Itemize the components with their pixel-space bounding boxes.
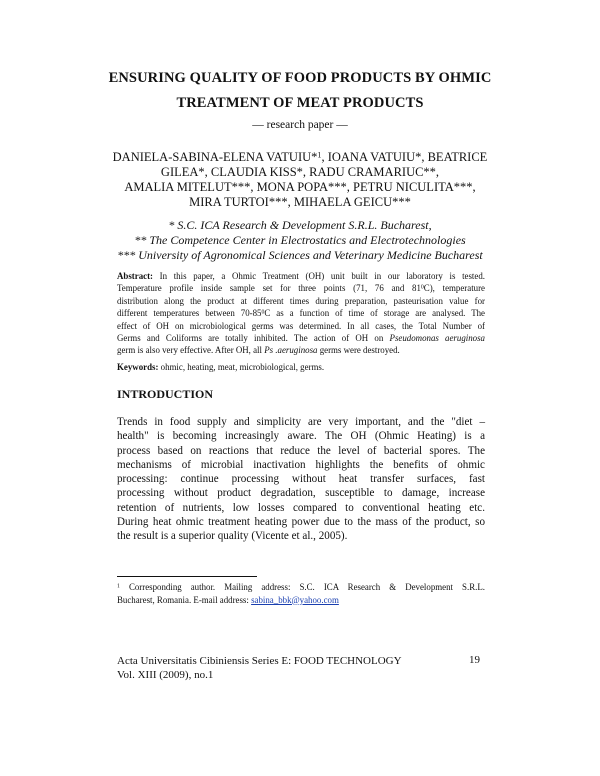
- affiliation-2: ** The Competence Center in Electrostatics and Electrotechnologies: [134, 233, 466, 247]
- abstract-line: Abstract: In this paper, a Ohmic Treatment (OH) unit built in our laboratory is tested.: [117, 271, 485, 281]
- abstract-line: germ is also very effective. After OH, all Ps .aeruginosa germs were destroyed.: [117, 345, 400, 356]
- affiliation-3: *** University of Agronomical Sciences and Veterinary Medicine Bucharest: [117, 248, 483, 262]
- author-line-3: AMALIA MITELUT***, MONA POPA***, PETRU NICULITA***,: [124, 180, 476, 194]
- intro-line: processing: continue processing without heat transfer surfaces, fast: [117, 473, 485, 486]
- paper-title-line-2: TREATMENT OF MEAT PRODUCTS: [176, 95, 424, 111]
- paper-type: — research paper —: [252, 119, 348, 131]
- footnote: [117, 581, 485, 606]
- abstract-line: different temperatures between $70-85^0C$ as a function of time of storage are analysed. The: [117, 308, 485, 319]
- author-line-2: GILEA*, CLAUDIA KISS*, RADU CRAMARIUC**,: [160, 165, 440, 179]
- affiliations: [60, 218, 540, 263]
- journal-volume: Vol. XIII (2009), no.1: [117, 669, 214, 681]
- footnote-marker: 1: [117, 583, 120, 590]
- author-list: [60, 150, 540, 210]
- page-number: 19: [469, 654, 480, 666]
- footnote-line: $^1$ Corresponding author. Mailing address: S.C. ICA Research & Development S.R.L.: [117, 582, 485, 592]
- intro-line: process based on reactions that reduce the level of bacterial spores. The: [117, 444, 485, 457]
- abstract-line: Germs and Coliforms are totally inhibited. The action of OH on Pseudomonas aeruginosa: [117, 333, 485, 344]
- intro-line: Trends in food supply and simplicity are very important, and the "diet –: [117, 416, 485, 428]
- intro-line: During heat ohmic treatment heating power due to the mass of the product, so: [117, 516, 485, 529]
- intro-line: processing without product degradation, susceptible to damage, increase: [117, 487, 485, 500]
- keywords: Keywords: ohmic, heating, meat, microbiological, germs.: [117, 362, 325, 372]
- author-line-1: DANIELA-SABINA-ELENA VATUIU*$^1$, IOANA VATUIU*, BEATRICE: [112, 150, 488, 164]
- intro-line: mechanisms of microbial inactivation highlights the benefits of ohmic: [117, 458, 485, 471]
- abstract-line: distribution along the product at different times during preparation, pasteurisation value for: [117, 295, 485, 306]
- intro-line: retention of nutrients, low losses compared to conventional heating etc.: [117, 501, 485, 514]
- footnote-line: Bucharest, Romania. E-mail address: sabina_bbk@yahoo.com: [117, 594, 339, 605]
- keywords-label: Keywords:: [117, 362, 159, 372]
- footnote-ref-1[interactable]: 1: [317, 150, 322, 160]
- journal-name: Acta Universitatis Cibiniensis Series E: FOOD TECHNOLOGY: [117, 655, 402, 667]
- intro-line: health" is becoming increasingly aware. The OH (Ohmic Heating) is a: [117, 430, 485, 443]
- paper-title-line-1: ENSURING QUALITY OF FOOD PRODUCTS BY OHMIC: [108, 70, 492, 86]
- email-link[interactable]: sabina_bbk@yahoo.com: [251, 594, 339, 605]
- abstract-line: effect of OH on microbiological germs was determined. In all cases, the Total Number of: [117, 320, 485, 331]
- intro-line: the result is a superior quality (Vicente et al., 2005).: [117, 530, 348, 543]
- introduction-body: [117, 415, 485, 544]
- affiliation-1: * S.C. ICA Research & Development S.R.L. Bucharest,: [168, 218, 432, 232]
- section-heading-introduction: INTRODUCTION: [117, 387, 214, 401]
- journal-citation: [117, 654, 402, 682]
- footnote-divider: [117, 576, 257, 577]
- abstract-line: Temperature profile inside sample set for three points (71, 76 and $81^0C$), temperature: [117, 283, 485, 294]
- abstract: [117, 270, 485, 357]
- abstract-label: Abstract:: [117, 271, 153, 281]
- author-line-4: MIRA TURTOI***, MIHAELA GEICU***: [189, 195, 411, 209]
